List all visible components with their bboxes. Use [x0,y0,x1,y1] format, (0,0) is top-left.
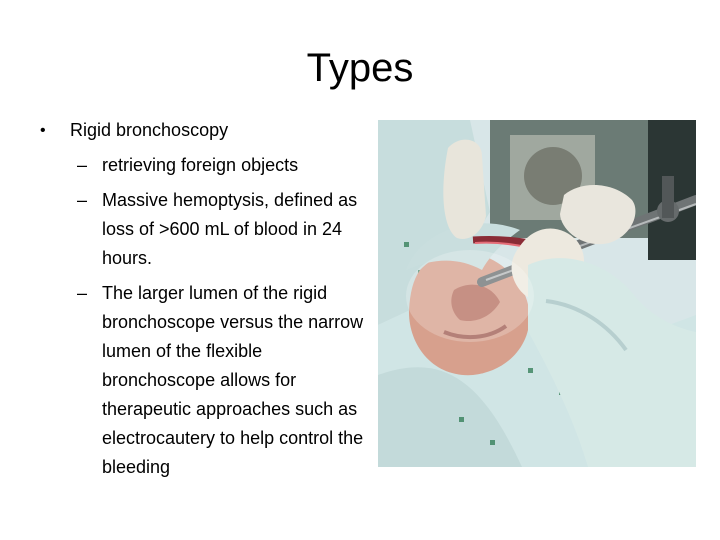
photo-illustration [378,120,696,467]
dash-icon: – [77,155,88,175]
subitem-text: The larger lumen of the rigid bronchoscope versus the narrow lumen of the flexible bronchoscope allows for therapeutic approaches such as electrocautery to help control the bleeding [102,283,364,477]
subitem-text: retrieving foreign objects [102,155,299,175]
subitem [77,279,366,482]
bullet-label: Rigid bronchoscopy [70,120,229,140]
bullet-item [40,116,366,145]
subitem [77,186,366,273]
subitem-text: Massive hemoptysis, defined as loss of >600 mL of blood in 24 hours. [102,190,358,268]
dash-icon: – [77,190,88,210]
subitem [77,151,366,180]
bullet-dot-icon: • [40,122,46,139]
slide-title: Types [306,46,414,90]
bronchoscopy-photo [378,120,696,467]
subitem-list [40,151,366,482]
dash-icon: – [77,283,88,303]
bullet-content [40,116,366,488]
